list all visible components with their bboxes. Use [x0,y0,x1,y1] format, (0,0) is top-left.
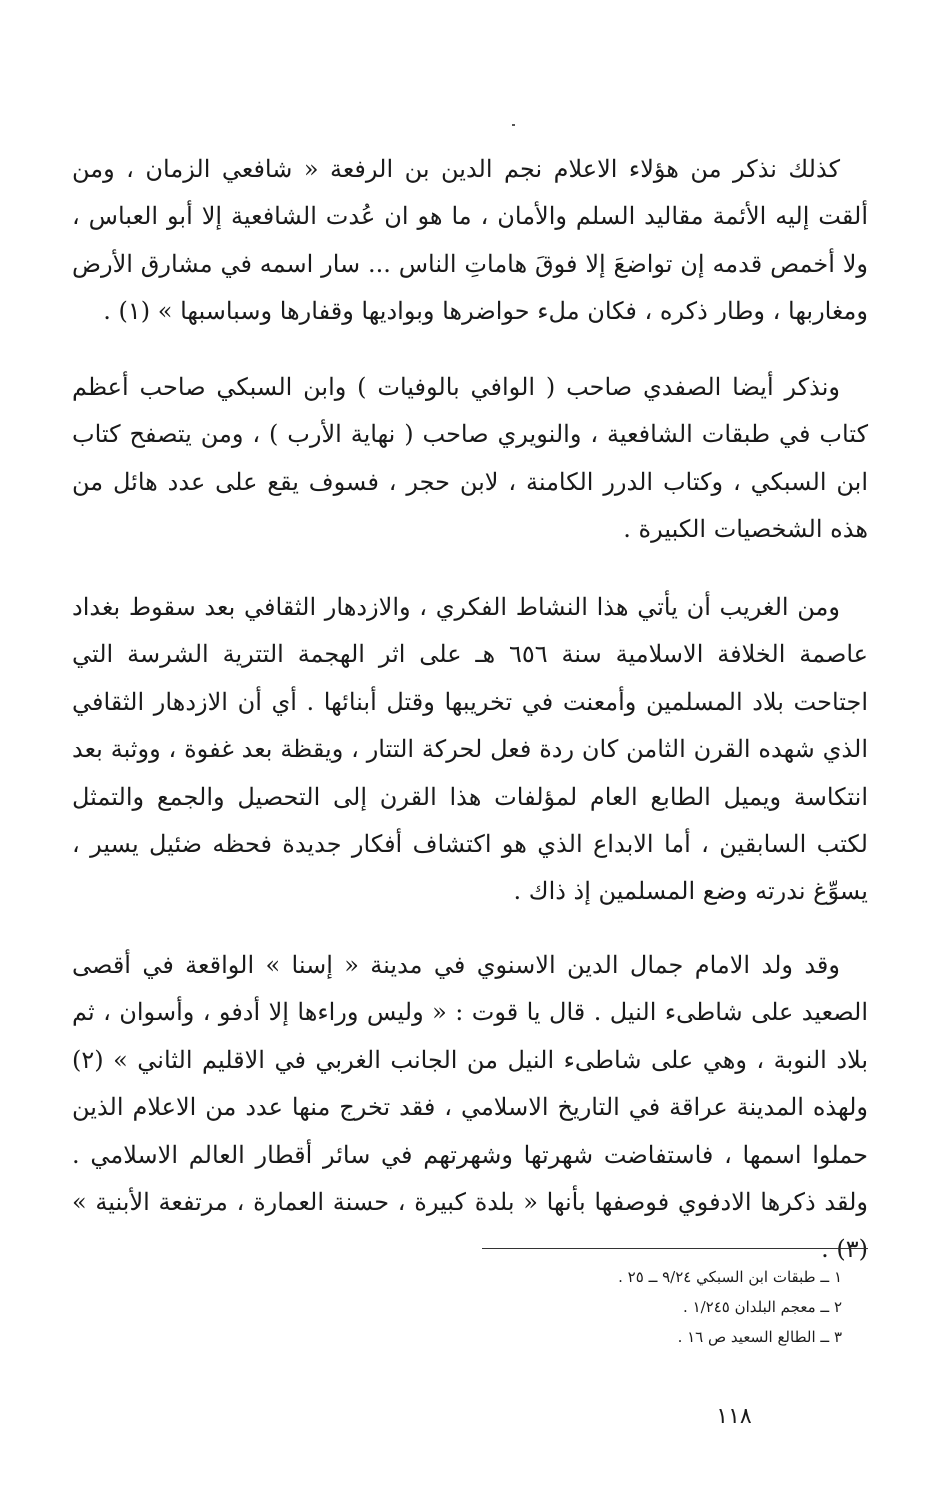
footnote-item: ١ ــ طبقات ابن السبكي ٩/٢٤ ــ ٢٥ . [618,1268,842,1286]
page-number: ١١٨ [716,1404,752,1429]
paragraph-safadi-subki: ونذكر أيضا الصفدي صاحب ( الوافي بالوفيات ) وابن السبكي صاحب أعظم كتاب في طبقات الشافعية ، والنويري صاحب ( نهاية الأرب ) ، ومن يتصفح كتاب ابن السبكي ، وكتاب الدرر الكامنة ، لابن حجر ، فسوف يقع على عدد هائل من هذه الشخصيات الكبيرة . [72,373,868,544]
scan-speck [512,124,515,126]
footnotes-list [482,1262,842,1352]
footnote-item: ٣ ــ الطالع السعيد ص ١٦ . [677,1328,842,1346]
paragraph-isna-city: وقد ولد الامام جمال الدين الاسنوي في مدينة « إسنا » الواقعة في أقصى الصعيد على شاطىء النيل . قال يا قوت : « وليس وراءها إلا أدفو ، وأسوان ، ثم بلاد النوبة ، وهي على شاطىء النيل من الجانب الغربي في الاقليم الثاني » (٢) ولهذه المدينة عراقة في التاريخ الاسلامي ، فقد تخرج منها عدد من الاعلام الذين حملوا اسمها ، فاستفاضت شهرتها وشهرتهم في سائر أقطار العالم الاسلامي . ولقد ذكرها الادفوي فوصفها بأنها « بلدة كبيرة ، حسنة العمارة ، مرتفعة الأبنية » (٣) . [72,951,868,1264]
paragraph-ibn-al-rifaa: كذلك نذكر من هؤلاء الاعلام نجم الدين بن الرفعة « شافعي الزمان ، ومن ألقت إليه الأئمة مقاليد السلم والأمان ، ما هو ان عُدت الشافعية إلا أبو العباس ، ولا أخمص قدمه إن تواضعَ إلا فوقَ هاماتِ الناس ... سار اسمه في مشارق الأرض ومغاربها ، وطار ذكره ، فكان ملء حواضرها وبواديها وقفارها وسباسبها » (١) . [72,155,868,326]
footnote-divider [482,1248,868,1249]
paragraph-baghdad-fall: ومن الغريب أن يأتي هذا النشاط الفكري ، والازدهار الثقافي بعد سقوط بغداد عاصمة الخلافة الاسلامية سنة ٦٥٦ هـ على اثر الهجمة التترية الشرسة التي اجتاحت بلاد المسلمين وأمعنت في تخريبها وقتل أبنائها . أي أن الازدهار الثقافي الذي شهده القرن الثامن كان ردة فعل لحركة التتار ، ويقظة بعد غفوة ، ووثبة بعد انتكاسة ويميل الطابع العام لمؤلفات هذا القرن إلى التحصيل والجمع والتمثل لكتب السابقين ، أما الابداع الذي هو اكتشاف أفكار جديدة فحظه ضئيل يسير ، يسوِّغ ندرته وضع المسلمين إذ ذاك . [72,593,868,906]
footnote-item: ٢ ــ معجم البلدان ١/٢٤٥ . [683,1298,842,1316]
